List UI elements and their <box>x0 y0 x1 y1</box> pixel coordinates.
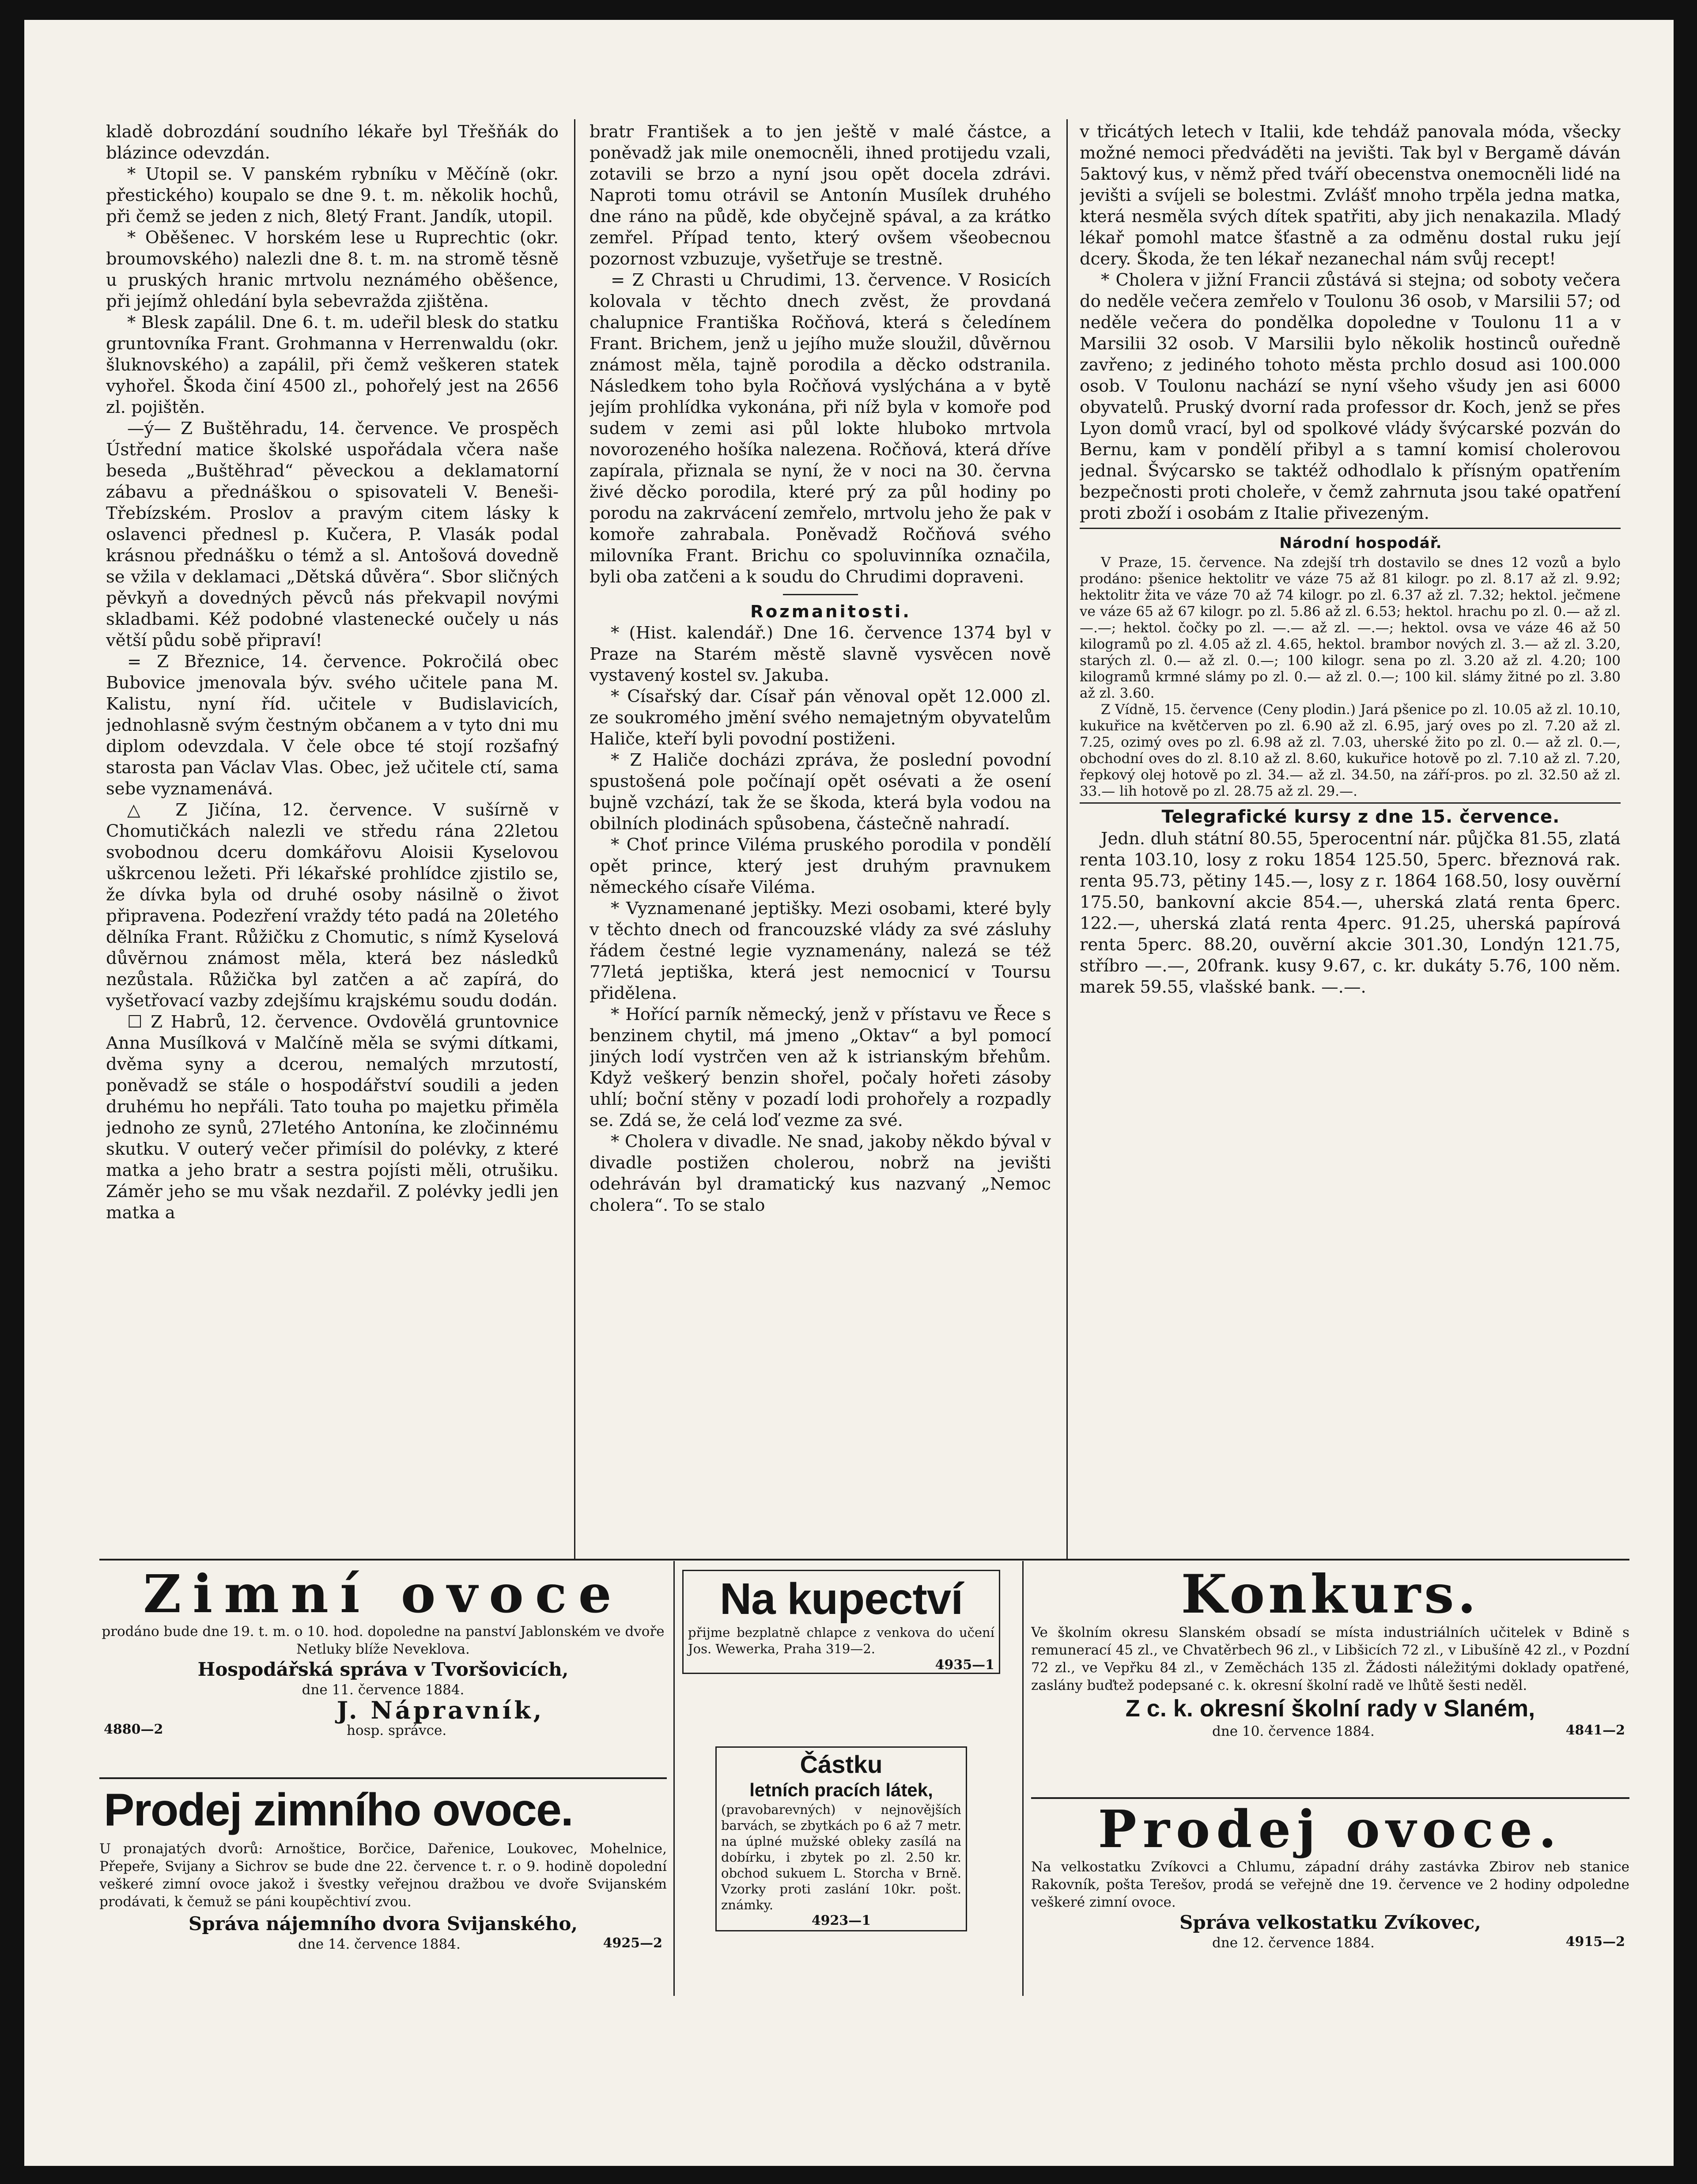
section-heading: Rozmanitosti. <box>750 602 911 622</box>
ad-column-rule <box>673 1561 675 1996</box>
ad-body: U pronajatých dvorů: Arnoštice, Borčice, Dařenice, Loukovec, Mohelnice, Přepeře, Svijany a Sichrov se bude dne 22. července t. r. o 9. hodině dopolední veškeré zimní ovoce jakož i švestky veřejnou dražbou ve dvoře Svijanském prodávati, k čemuž se páni koupěchtiví zvou. <box>99 1841 667 1910</box>
ad-date: dne 12. července 1884. <box>1212 1935 1375 1951</box>
ad-subtitle: letních pracích látek, <box>749 1780 933 1800</box>
ad-number: 4935—1 <box>935 1657 994 1673</box>
ad-fruit-sale <box>1031 1802 1629 1991</box>
article-paragraph: * Blesk zapálil. Dne 6. t. m. udeřil blesk do statku gruntovníka Frant. Grohmanna v Herrenwaldu (okr. šluknovského) a zapálil, při čemž veškeren statek vyhořel. Škoda činí 4500 zl., pohořelý jest na 2656 zl. pojištěn. <box>106 313 559 417</box>
ad-office: Hospodářská správa v Tvoršovicích, <box>197 1658 569 1680</box>
section-divider <box>1080 802 1621 804</box>
ad-title: Na kupectví <box>719 1574 963 1624</box>
ad-body: přijme bezplatně chlapce z venkova do učení Jos. Wewerka, Praha 319—2. <box>688 1625 994 1656</box>
ad-date: dne 14. července 1884. <box>298 1936 461 1952</box>
ad-signature: Z c. k. okresní školní rady v Slaném, <box>1125 1695 1535 1722</box>
article-paragraph: * Choť prince Viléma pruského porodila v pondělí opět prince, který jest druhým pravnukem německého císaře Viléma. <box>590 835 1051 897</box>
ad-title: Částku <box>800 1750 883 1778</box>
ad-role: hosp. správce. <box>347 1722 447 1738</box>
article-paragraph: * Cholera v jižní Francii zůstává si stejna; od soboty večera do neděle večera zemřelo v Toulonu 36 osob, v Marsilii 57; od neděle večera do pondělka dopoledne v Toulonu 11 a v Marsilii 32 osob. V Marsilii bylo několik hostinců ouředně zavřeno; z jediného tohoto města prchlo dosud asi 100.000 osob. V Toulonu nachází se nyní všeho všudy jen asi 6000 obyvatelů. Pruský dvorní rada professor dr. Koch, jenž se přes Lyon domů vrací, byl od spolkové vlády švýcarské pozván do Bernu, kam v pondělí přibyl a s tamní komisí cholerovou jednal. Švýcarsko se taktéž odhodlalo k přísným opatřením bezpečnosti proti choleře, v čemž zahrnuta jsou také opatření proti zboží i osobám z Italie přivezeným. <box>1080 270 1621 523</box>
ad-divider <box>1031 1797 1629 1799</box>
ad-date: dne 11. července 1884. <box>302 1681 465 1698</box>
market-paragraph: V Praze, 15. července. Na zdejší trh dostavilo se dnes 12 vozů a bylo prodáno: pšenice hektolitr ve váze 75 až 81 kilogr. po zl. 8.17 až zl. 9.92; hektolitr žita ve váze 70 až 74 kilogr. po zl. 6.37 až zl. 7.32; hektol. ječmene ve váze 65 až 67 kilogr. po zl. 5.86 až zl. 6.53; hektol. hrachu po zl. 0.— až zl. —.—; hektol. čočky po zl. —.— až zl. —.—; hektol. ovsa ve váze 46 až 50 kilogramů po zl. 4.05 až zl. 4.65, hektol. brambor nových zl. 3.— až zl. 3.20, starých zl. 0.— až zl. 0.—; 100 kilogr. sena po zl. 3.20 až zl. 4.20; 100 kilogramů krmné slámy po zl. 0.— až zl. 0.—; 100 kil. slámy žitné po zl. 3.80 až zl. 3.60. <box>1080 555 1621 701</box>
ad-number: 4925—2 <box>603 1935 662 1951</box>
ad-body: Na velkostatku Zvíkovci a Chlumu, západní dráhy zastávka Zbirov neb stanice Rakovník, pošta Terešov, prodá se veřejně dne 19. července ve 2 hodiny odpoledne veškeré zimní ovoce. <box>1031 1859 1629 1910</box>
ad-number: 4915—2 <box>1565 1934 1625 1950</box>
ad-title: Zimní ovoce <box>143 1565 623 1625</box>
article-paragraph: kladě dobrozdání soudního lékaře byl Třešňák do blázince odevzdán. <box>106 122 559 163</box>
newspaper-page <box>24 20 1674 2166</box>
market-paragraph: Z Vídně, 15. července (Ceny plodin.) Jará pšenice po zl. 10.05 až zl. 10.10, kukuřice na květčerven po zl. 6.90 až zl. 6.95, jarý oves po zl. 7.20 až zl. 7.25, ozimý oves po zl. 6.98 až zl. 7.03, uherské žito po zl. 0.— až zl. 0.—, obchodní oves do zl. 8.10 až zl. 8.60, kukuřice hotově po zl. 7.10 až zl. 7.20, řepkový olej hotově po zl. 34.— až zl. 34.50, na září-pros. po zl. 32.50 až zl. 33.— lih hotově po zl. 28.75 až zl. 29.—. <box>1080 702 1621 799</box>
ad-body: prodáno bude dne 19. t. m. o 10. hod. dopoledne na panství Jablonském ve dvoře Netluky blíže Neveklova. <box>102 1623 665 1657</box>
ad-winter-fruit-sale <box>99 1784 667 1987</box>
telegraph-heading: Telegrafické kursy z dne 15. července. <box>1161 807 1560 827</box>
article-paragraph: * Utopil se. V panském rybníku v Měčíně (okr. přestického) koupalo se dne 9. t. m. několik hochů, při čemž se jeden z nich, 8letý Frant. Jandík, utopil. <box>106 164 559 227</box>
section-divider <box>783 594 858 595</box>
ad-winter-fruit <box>99 1565 667 1773</box>
ad-date: dne 10. července 1884. <box>1212 1723 1375 1739</box>
ad-number: 4923—1 <box>811 1913 871 1928</box>
column-rule <box>1066 119 1068 1559</box>
ad-signature: Správa velkostatku Zvíkovec, <box>1179 1911 1481 1933</box>
article-paragraph: △ Z Jičína, 12. července. V sušírně v Chomutičkách nalezli ve středu rána 22letou svobodnou dceru domkářovu Aloisii Kyselovou uškrcenou ležeti. Při lékařské prohlídce zjistilo se, že dívka byla od druhé osoby násilně o život připravena. Podezření vraždy této padá na 20letého dělníka Frant. Růžičku z Chomutic, s nímž Kyselová důvěrnou známost měla, která bez následků nezůstala. Růžička byl zatčen a ač zapírá, do vyšetřovací vazby zdejšímu krajskému soudu dodán. <box>106 800 559 1011</box>
ad-merchant <box>682 1570 1000 1746</box>
article-paragraph: * (Hist. kalendář.) Dne 16. července 1374 byl v Praze na Starém městě slavně vysvěcen nově vystavený kostel sv. Jakuba. <box>590 623 1051 685</box>
article-paragraph: * Oběšenec. V horském lese u Ruprechtic (okr. broumovského) nalezli dne 8. t. m. na stromě těsně u pruských hranic mrtvolu neznámého oběšence, při jejímž ohledání byla sebevražda zjištěna. <box>106 228 559 311</box>
article-paragraph: bratr František a to jen ještě v malé částce, a poněvadž jak mile onemocněli, ihned protijedu vzali, zotavili se brzo a nyní jsou opět docela zdrávi. Naproti tomu otrávil se Antonín Musílek druhého dne ráno na půdě, kde obyčejně spával, a za krátko zemřel. Případ tento, který ovšem všeobecnou pozornost vzbuzuje, vyšetřuje se trestně. <box>590 122 1051 269</box>
news-column-2 <box>590 121 1051 1552</box>
ad-title: Prodej zimního ovoce. <box>104 1784 573 1836</box>
article-paragraph: * Z Haliče docházi zpráva, že poslední povodní spustošená pole počínají opět osévati a že osení bujně vzchází, tak že se škoda, která byla vodou na obilních plodinách spůsobena, částečně nahradí. <box>590 750 1051 834</box>
article-paragraph: —ý— Z Buštěhradu, 14. července. Ve prospěch Ústřední matice školské uspořádala včera naše beseda „Buštěhrad“ pěveckou a deklamatorní zábavu a přednáškou o spisovateli V. Beneši-Třebízském. Proslov a pravým citem lásky k oslavenci přednesl p. Kučera, P. Vlasák podal krásnou přednášku o témž a sl. Antošová dovedně se vžila v deklamaci „Dětská důvěra“. Sbor sličných pěvkyň a dovedných pěvců nás překvapil novými skladbami. Kéž podobné vlastenecké oučely u nás větší půdu sobě připraví! <box>106 419 559 650</box>
ad-number: 4880—2 <box>104 1721 163 1737</box>
telegraph-paragraph: Jedn. dluh státní 80.55, 5perocentní nár. půjčka 81.55, zlatá renta 103.10, losy z roku 1854 125.50, 5perc. březnová rak. renta 95.73, pětiny 145.—, losy z r. 1864 168.50, losy ouvěrní 175.50, bankovní akcie 854.—, uherská zlatá renta 6perc. 122.—, uherská zlatá renta 4perc. 91.25, uherská papírová renta 5perc. 88.20, ouvěrní akcie 301.30, Londýn 121.75, stříbro —.—, 20frank. kusy 9.67, c. kr. dukáty 5.76, 100 něm. marek 59.55, vlašské bank. —.—. <box>1080 829 1621 997</box>
news-column-3 <box>1080 121 1621 1552</box>
ad-number: 4841—2 <box>1565 1723 1625 1738</box>
ad-title: Prodej ovoce. <box>1098 1802 1563 1859</box>
ad-title: Konkurs. <box>1181 1565 1480 1625</box>
news-column-1 <box>106 121 559 1552</box>
article-paragraph: * Cholera v divadle. Ne snad, jakoby někdo býval v divadle postižen cholerou, nobrž na jevišti odehráván byl dramatický kus nazvaný „Nemoc cholera“. To se stalo <box>590 1132 1051 1215</box>
ad-body: Ve školním okresu Slanském obsadí se místa industriálních učitelek v Bdině s remunerací 45 zl., ve Chvatěrbech 96 zl., v Libšicích 72 zl., v Libušíně 42 zl., v Pozdní 72 zl., ve Vepřku 84 zl., v Zeměchách 135 zl. Žádosti náležitými doklady opatřené, zaslány buďtež podepsané c. k. okresní školní radě ve lhůtě šesti neděl. <box>1031 1625 1629 1693</box>
market-heading: Národní hospodář. <box>1279 534 1442 552</box>
ad-column-rule <box>1022 1561 1024 1996</box>
ad-body: (pravobarevných) v nejnovějších barvách, se zbytkách po 6 až 7 metr. na úplné mužské obleky zasílá na dobírku, i zbytek po zl. 2.50 kr. obchod sukuem L. Storcha v Brně. Vzorky proti zaslání 10kr. pošt. známky. <box>721 1802 961 1912</box>
ad-summer-fabrics <box>715 1746 967 1994</box>
article-paragraph: v třicátých letech v Italii, kde tehdáž panovala móda, všecky možné nemoci předváděti na jevišti. Tak byl v Bergamě dáván 5aktový kus, v němž před tváří obecenstva onemocněli lidé na jevišti a svíjeli se bolestmi. Zvlášť mnoho trpěla jedna matka, která nesměla svých dítek spatřiti, aby jich nenakazila. Mladý lékař pomohl matce šťastně a za odměnu dostal ruku její dcery. Škoda, že ten lékař nezanechal nám svůj recept! <box>1080 122 1621 269</box>
article-paragraph: * Hořící parník německý, jenž v přístavu ve Řece s benzinem chytil, má jmeno „Oktav“ a byl pomocí jiných lodí vystrčen ven až k istrianským břehům. Když veškerý benzin shořel, počaly hořeti zásoby uhlí; boční stěny v pozadí lodi prohořely a rozpadly se. Zdá se, že celá loď vezme za své. <box>590 1005 1051 1130</box>
article-paragraph: * Vyznamenané jeptišky. Mezi osobami, které byly v těchto dnech od francouzské vlády za své zásluhy řádem čestné legie vyznamenány, nalezá se též 77letá jeptiška, která jest nemocnicí v Toursu přidělena. <box>590 899 1051 1003</box>
page-content <box>99 102 1629 2089</box>
column-rule <box>574 119 575 1559</box>
ad-competition <box>1031 1565 1629 1795</box>
ad-signature: Správa nájemního dvora Svijanského, <box>188 1913 578 1935</box>
article-paragraph: = Z Chrasti u Chrudimi, 13. července. V Rosicích kolovala v těchto dnech zvěst, že provdaná chalupnice Františka Ročňová, která s čeledínem Frant. Brichem, jenž u jejího muže sloužil, důvěrnou známost měla, tajně porodila a děcko odstranila. Následkem toho byla Ročňová vyslýchána a v bytě jejím prohlídka vykonána, při níž byla v komoře pod sudem v zemi asi půl lokte hluboko mrtvola novorozeného hošíka nalezena. Ročňová, která dříve zapírala, přiznala se nyní, že v noci na 30. června živé děcko porodila, které prý za půl hodiny po porodu na zakrvácení zemřelo, mrtvolu jeho že pak v komoře zahrabala. Poněvadž Ročňová svého milovníka Frant. Brichu co spoluvinníka označila, byli oba zatčeni a k soudu do Chrudimi dopraveni. <box>590 270 1051 587</box>
ads-top-rule <box>99 1559 1629 1561</box>
article-paragraph: ☐ Z Habrů, 12. července. Ovdovělá gruntovnice Anna Musílková v Malčíně měla se svými dítkami, dvěma syny a dcerou, nemalých mrzutostí, poněvadž se stále o hospodářství soudili a jeden druhému ho nepřáli. Tato touha po majetku přiměla jednoho ze synů, 27letého Antonína, ke zločinnému skutku. V outerý večer přimísil do polévky, z které matka a jeho bratr a sestra pojísti měli, otrušiku. Záměr jeho se mu však nezdařil. Z polévky jedli jen matka a <box>106 1012 559 1223</box>
article-paragraph: = Z Březnice, 14. července. Pokročilá obec Bubovice jmenovala býv. svého učitele pana M. Kalistu, nyní říd. učitele v Budislavicích, jednohlasně svým čestným občanem a v tyto dni mu diplom odevzdala. V čele obce té stojí rozšafný starosta pan Václav Vlas. Obec, jež učitele ctí, sama sebe vyznamenává. <box>106 652 559 799</box>
section-divider <box>1080 528 1621 529</box>
ad-divider <box>99 1777 667 1779</box>
ad-signature: J. Nápravník, <box>336 1696 544 1724</box>
article-paragraph: * Císařský dar. Císař pán věnoval opět 12.000 zl. ze soukromého jmění svého nemajetným obyvatelům Haliče, kteří byli povodní postiženi. <box>590 687 1051 749</box>
